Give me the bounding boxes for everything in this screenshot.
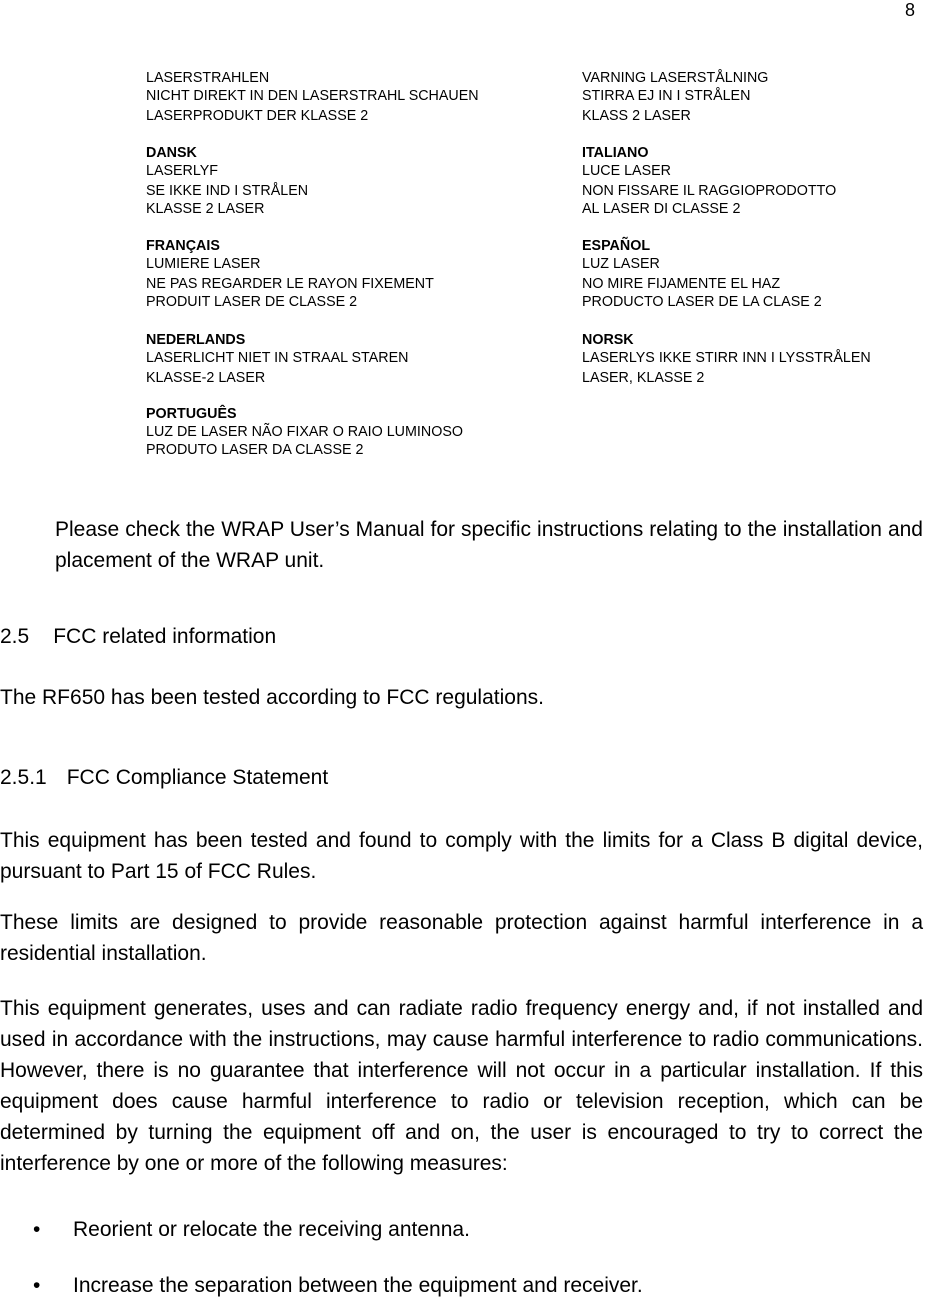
label-line: LUZ LASER <box>582 256 660 272</box>
label-line: SE IKKE IND I STRÅLEN <box>146 183 309 199</box>
language-heading: NORSK <box>582 332 634 348</box>
label-line: LASERPRODUKT DER KLASSE 2 <box>146 108 369 124</box>
label-line: LASERLICHT NIET IN STRAAL STAREN <box>146 350 409 366</box>
language-heading: ESPAÑOL <box>582 238 651 254</box>
list-item <box>33 1214 733 1245</box>
label-line: PRODUTO LASER DA CLASSE 2 <box>146 442 364 458</box>
list-item-text: Increase the separation between the equipment and receiver. <box>73 1274 643 1297</box>
laser-label-spanish <box>582 237 822 311</box>
label-line: VARNING LASERSTÅLNING <box>582 70 769 86</box>
label-line: STIRRA EJ IN I STRÅLEN <box>582 88 751 104</box>
compliance-paragraph-1: This equipment has been tested and found to comply with the limits for a Class B digital device, pursuant to Part 15 of FCC Rules. <box>0 829 923 883</box>
label-line: LUCE LASER <box>582 163 671 179</box>
label-line: PRODUCTO LASER DE LA CLASE 2 <box>582 294 822 310</box>
label-line: NO MIRE FIJAMENTE EL HAZ <box>582 276 781 292</box>
section-2-5-heading <box>0 621 276 652</box>
label-line: NON FISSARE IL RAGGIOPRODOTTO <box>582 183 837 199</box>
list-item <box>33 1270 793 1301</box>
language-heading: NEDERLANDS <box>146 332 246 348</box>
page-number: 8 <box>904 0 915 20</box>
label-line: KLASSE 2 LASER <box>146 201 265 217</box>
language-heading: FRANÇAIS <box>146 238 220 254</box>
section-2-5-text: The RF650 has been tested according to FCC regulations. <box>0 686 544 709</box>
label-line: NE PAS REGARDER LE RAYON FIXEMENT <box>146 276 434 292</box>
laser-label-french <box>146 237 434 311</box>
label-line: LUMIERE LASER <box>146 256 261 272</box>
wrap-manual-note: Please check the WRAP User’s Manual for specific instructions relating to the installation and placement of the WRAP unit. <box>55 518 923 572</box>
label-line: LASER, KLASSE 2 <box>582 370 705 386</box>
list-item-text: Reorient or relocate the receiving antenna. <box>73 1218 470 1241</box>
section-2-5-1-heading <box>0 762 328 793</box>
label-line: AL LASER DI CLASSE 2 <box>582 201 741 217</box>
bullet-icon: • <box>33 1218 41 1241</box>
compliance-paragraph-3: This equipment generates, uses and can radiate radio frequency energy and, if not installed and used in accordance with the instructions, may cause harmful interference to radio communications. However, there is no guarantee that interference will not occur in a particular installation. If this equipment does cause harmful interference to radio or television reception, which can be determined by turning the equipment off and on, the user is encouraged to try to correct the interference by one or more of the following measures: <box>0 997 923 1175</box>
label-line: LASERLYF <box>146 163 219 179</box>
label-line: LUZ DE LASER NÃO FIXAR O RAIO LUMINOSO <box>146 424 463 440</box>
section-number: 2.5.1 <box>0 766 47 789</box>
label-line: LASERSTRAHLEN <box>146 70 270 86</box>
section-title: FCC Compliance Statement <box>66 766 329 789</box>
laser-label-italian <box>582 144 836 218</box>
label-line: LASERLYS IKKE STIRR INN I LYSSTRÅLEN <box>582 350 871 366</box>
laser-label-danish <box>146 144 308 218</box>
label-line: KLASS 2 LASER <box>582 108 691 124</box>
compliance-paragraph-2: These limits are designed to provide reasonable protection against harmful interference in a residential installation. <box>0 911 923 965</box>
laser-label-swedish <box>582 69 768 125</box>
language-heading: DANSK <box>146 145 197 161</box>
laser-label-portuguese <box>146 405 463 459</box>
label-line: KLASSE-2 LASER <box>146 370 266 386</box>
section-number: 2.5 <box>0 625 30 648</box>
laser-label-norwegian <box>582 331 871 387</box>
laser-label-dutch <box>146 331 408 387</box>
label-line: PRODUIT LASER DE CLASSE 2 <box>146 294 358 310</box>
bullet-icon: • <box>33 1274 41 1297</box>
language-heading: ITALIANO <box>582 145 649 161</box>
label-line: NICHT DIREKT IN DEN LASERSTRAHL SCHAUEN <box>146 88 479 104</box>
laser-label-german <box>146 69 479 125</box>
language-heading: PORTUGUÊS <box>146 406 237 422</box>
section-title: FCC related information <box>53 625 277 648</box>
